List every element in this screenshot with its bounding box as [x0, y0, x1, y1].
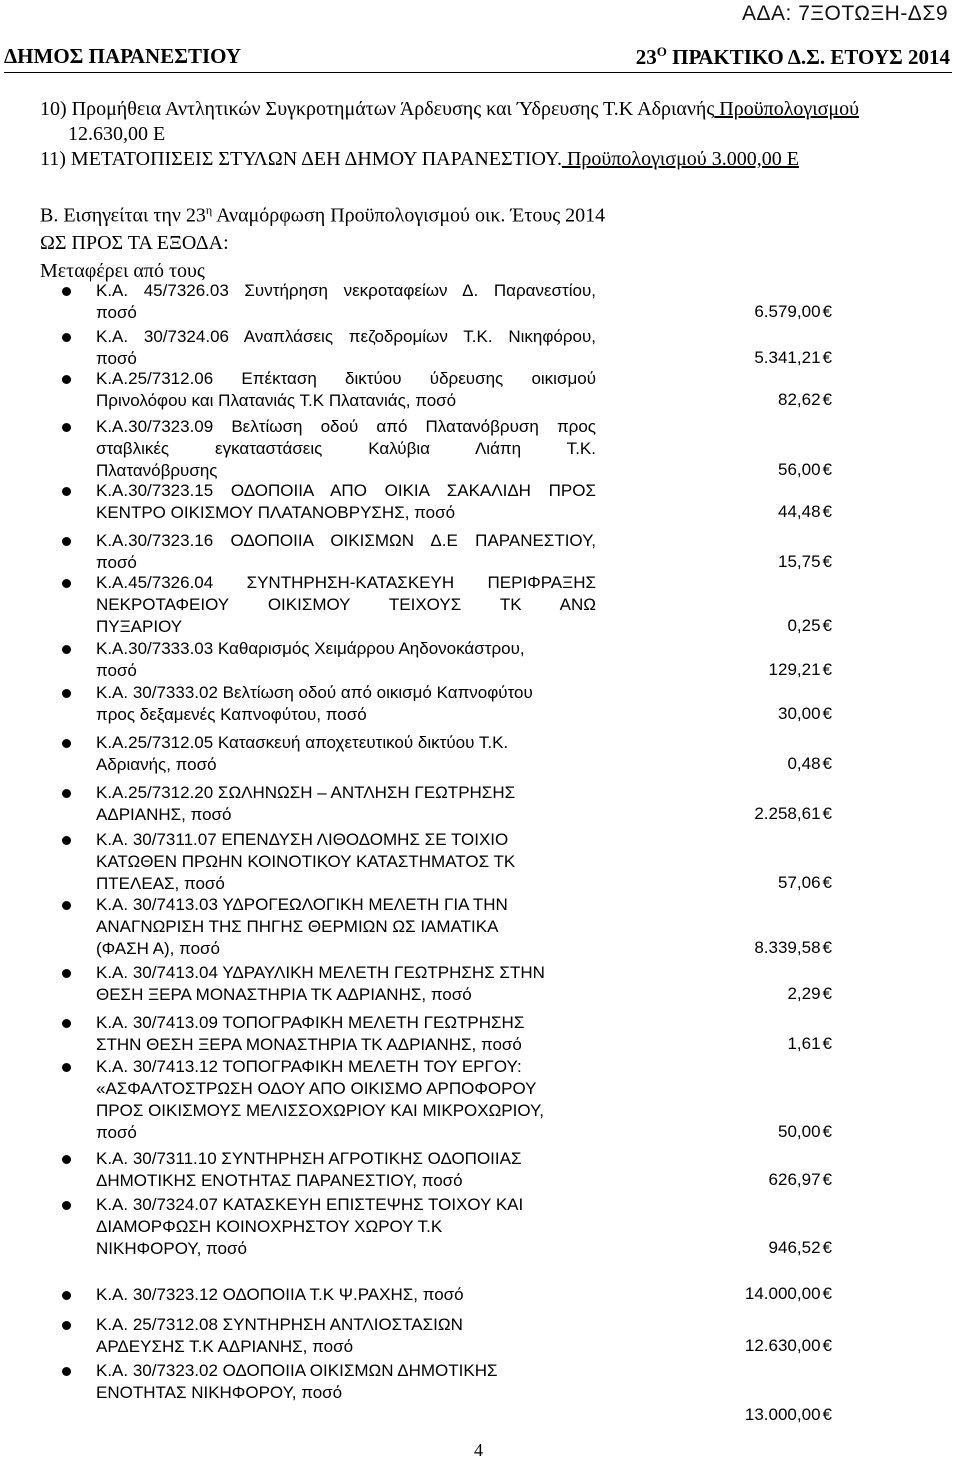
entry-text	[96, 326, 596, 370]
entry-amount	[754, 348, 832, 368]
entry-amount	[787, 616, 832, 636]
entry-line: Κ.Α. 45/7326.03 Συντήρηση νεκροταφείων Δ. Παρανεστίου,	[96, 281, 596, 300]
entry-line: Κ.Α.30/7333.03 Καθαρισμός Χειμάρρου Αηδονοκάστρου,	[96, 639, 525, 658]
euro-icon: €	[822, 1284, 832, 1303]
page-number: 4	[474, 1440, 483, 1460]
entry-amount	[787, 1034, 832, 1054]
entry-line: ΣΤΗΝ ΘΕΣΗ ΞΕΡΑ ΜΟΝΑΣΤΗΡΙΑ ΤΚ ΑΔΡΙΑΝΗΣ, ποσό	[96, 1035, 522, 1054]
entry-line: ΔΗΜΟΤΙΚΗΣ ΕΝΟΤΗΤΑΣ ΠΑΡΑΝΕΣΤΙΟΥ, ποσό	[96, 1171, 463, 1190]
entry-line: Κ.Α.25/7312.05 Κατασκευή αποχετευτικού δικτύου Τ.Κ.	[96, 733, 509, 752]
amount-value: 0,25	[787, 616, 821, 635]
bullet-icon	[62, 1019, 71, 1028]
entry-line: Κ.Α. 30/7323.12 ΟΔΟΠΟΙΙΑ Τ.Κ Ψ.ΡΑΧΗΣ, ποσό	[96, 1285, 464, 1304]
entry-text	[96, 368, 596, 412]
entry-amount	[745, 1405, 832, 1425]
entry-text	[96, 682, 616, 726]
entry-text	[96, 1056, 616, 1144]
euro-icon: €	[822, 502, 832, 521]
bullet-icon	[62, 901, 71, 910]
ada-code: ΑΔΑ: 7ΞΟΤΩΞΗ-ΔΣ9	[741, 2, 948, 25]
entry-line: ΝΕΚΡΟΤΑΦΕΙΟΥ ΟΙΚΙΣΜΟΥ ΤΕΙΧΟΥΣ ΤΚ ΑΝΩ	[96, 595, 596, 614]
amount-value: 6.579,00	[754, 302, 821, 321]
amount-value: 1,61	[787, 1034, 821, 1053]
entry-line: σταβλικές εγκαταστάσεις Καλύβια Λιάπη Τ.Κ.	[96, 439, 596, 458]
euro-icon: €	[822, 1238, 832, 1257]
euro-icon: €	[822, 804, 832, 823]
entry-line: προς δεξαμενές Καπνοφύτου, ποσό	[96, 705, 367, 724]
entry-text	[96, 1148, 616, 1192]
entry-line: Κ.Α. 30/7324.06 Αναπλάσεις πεζοδρομίων Τ.Κ. Νικηφόρου,	[96, 327, 596, 346]
amount-value: 0,48	[787, 754, 821, 773]
entry-line: Κ.Α.25/7312.20 ΣΩΛΗΝΩΣΗ – ΑΝΤΛΗΣΗ ΓΕΩΤΡΗΣΗΣ	[96, 783, 516, 802]
entry-line: Κ.Α.30/7323.09 Βελτίωση οδού από Πλατανόβρυση προς	[96, 417, 596, 436]
entry-amount	[778, 873, 832, 893]
amount-value: 5.341,21	[754, 348, 821, 367]
header-rule	[4, 72, 952, 73]
entry-amount	[745, 1284, 832, 1304]
entry-line: Κ.Α. 25/7312.08 ΣΥΝΤΗΡΗΣΗ ΑΝΤΛΙΟΣΤΑΣΙΩΝ	[96, 1315, 463, 1334]
entry-amount	[754, 804, 832, 824]
entry-line: ΠΤΕΛΕΑΣ, ποσό	[96, 874, 225, 893]
bullet-icon	[62, 1063, 71, 1072]
euro-icon: €	[822, 552, 832, 571]
bullet-icon	[62, 287, 71, 296]
entry-amount	[778, 704, 832, 724]
bullet-icon	[62, 537, 71, 546]
entry-line: ποσό	[96, 553, 137, 572]
entry-amount	[787, 984, 832, 1004]
section-b-line-2: ΩΣ ΠΡΟΣ ΤΑ ΕΞΟΔΑ:	[40, 232, 229, 254]
euro-icon: €	[822, 984, 832, 1003]
entry-amount	[754, 938, 832, 958]
amount-value: 13.000,00	[744, 1405, 821, 1424]
bullet-icon	[62, 739, 71, 748]
entry-line: Κ.Α.25/7312.06 Επέκταση δικτύου ύδρευσης οικισμού	[96, 369, 596, 388]
entry-line: ποσό	[96, 303, 137, 322]
entry-text	[96, 530, 596, 574]
section-b-line-3: Μεταφέρει από τους	[40, 260, 205, 282]
bullet-icon	[62, 1155, 71, 1164]
entry-text	[96, 1284, 616, 1306]
entry-text	[96, 638, 616, 682]
bullet-icon	[62, 423, 71, 432]
entry-text	[96, 962, 616, 1006]
bullet-icon	[62, 645, 71, 654]
entry-line: ΠΥΞΑΡΙΟΥ	[96, 617, 183, 636]
bullet-icon	[62, 789, 71, 798]
amount-value: 2.258,61	[754, 804, 821, 823]
amount-value: 626,97	[768, 1170, 821, 1189]
entry-line: ΚΕΝΤΡΟ ΟΙΚΙΣΜΟΥ ΠΛΑΤΑΝΟΒΡΥΣΗΣ, ποσό	[96, 503, 456, 522]
entry-line: ΚΑΤΩΘΕΝ ΠΡΩΗΝ ΚΟΙΝΟΤΙΚΟΥ ΚΑΤΑΣΤΗΜΑΤΟΣ ΤΚ	[96, 852, 516, 871]
bullet-icon	[62, 333, 71, 342]
header-municipality: ΔΗΜΟΣ ΠΑΡΑΝΕΣΤΙΟΥ	[4, 44, 242, 68]
amount-value: 12.630,00	[744, 1336, 821, 1355]
amount-value: 56,00	[777, 460, 821, 479]
euro-icon: €	[822, 1405, 832, 1424]
entry-amount	[769, 660, 832, 680]
section-b-line-1: Β. Εισηγείται την $23^\eta$ Αναμόρφωση Προϋπολογισμού οικ. Έτους 2014	[40, 203, 606, 227]
entry-line: ποσό	[96, 349, 137, 368]
entry-line: ΠΡΟΣ ΟΙΚΙΣΜΟΥΣ ΜΕΛΙΣΣΟΧΩΡΙΟΥ ΚΑΙ ΜΙΚΡΟΧΩΡΙΟΥ,	[96, 1101, 544, 1120]
entry-line: ΑΡΔΕΥΣΗΣ Τ.Κ ΑΔΡΙΑΝΗΣ, ποσό	[96, 1337, 354, 1356]
amount-value: 44,48	[777, 502, 821, 521]
entry-line: Πρινολόφου και Πλατανιάς Τ.Κ Πλατανιάς, ποσό	[96, 391, 457, 410]
entry-line: ποσό	[96, 1123, 137, 1142]
bullet-icon	[62, 689, 71, 698]
header-minutes-title: $23^O$ ΠΡΑΚΤΙΚΟ Δ.Σ. ΕΤΟΥΣ 2014	[635, 44, 950, 69]
amount-value: 14.000,00	[744, 1284, 821, 1303]
euro-icon: €	[822, 616, 832, 635]
entry-line: (ΦΑΣΗ Α), ποσό	[96, 939, 220, 958]
entry-line: Κ.Α. 30/7413.09 ΤΟΠΟΓΡΑΦΙΚΗ ΜΕΛΕΤΗ ΓΕΩΤΡΗΣΗΣ	[96, 1013, 525, 1032]
amount-value: 50,00	[777, 1122, 821, 1141]
entry-line: Κ.Α. 30/7413.12 ΤΟΠΟΓΡΑΦΙΚΗ ΜΕΛΕΤΗ ΤΟΥ ΕΡΓΟΥ:	[96, 1057, 522, 1076]
bullet-icon	[62, 1201, 71, 1210]
entry-text	[96, 732, 616, 776]
entry-amount	[745, 1336, 832, 1356]
euro-icon: €	[822, 348, 832, 367]
euro-icon: €	[822, 1122, 832, 1141]
entry-text	[96, 1194, 616, 1260]
entry-line: ΕΝΟΤΗΤΑΣ ΝΙΚΗΦΟΡΟΥ, ποσό	[96, 1383, 343, 1402]
entry-amount	[787, 754, 832, 774]
bullet-icon	[62, 836, 71, 845]
amount-value: 8.339,58	[754, 938, 821, 957]
entry-text	[96, 894, 616, 960]
amount-value: 82,62	[777, 390, 821, 409]
entry-line: ΔΙΑΜΟΡΦΩΣΗ ΚΟΙΝΟΧΡΗΣΤΟΥ ΧΩΡΟΥ Τ.Κ	[96, 1217, 443, 1236]
euro-icon: €	[822, 1170, 832, 1189]
entry-line: Κ.Α. 30/7413.03 ΥΔΡΟΓΕΩΛΟΓΙΚΗ ΜΕΛΕΤΗ ΓΙΑ ΤΗΝ	[96, 895, 508, 914]
euro-icon: €	[822, 938, 832, 957]
entry-line: Κ.Α.30/7323.16 ΟΔΟΠΟΙΙΑ ΟΙΚΙΣΜΩΝ Δ.Ε ΠΑΡΑΝΕΣΤΙΟΥ,	[96, 531, 596, 550]
entry-line: Κ.Α.30/7323.15 ΟΔΟΠΟΙΙΑ ΑΠΟ ΟΙΚΙΑ ΣΑΚΑΛΙΔΗ ΠΡΟΣ	[96, 481, 596, 500]
entry-text	[96, 416, 596, 482]
euro-icon: €	[822, 754, 832, 773]
euro-icon: €	[822, 390, 832, 409]
entry-line: Κ.Α. 30/7311.10 ΣΥΝΤΗΡΗΣΗ ΑΓΡΟΤΙΚΗΣ ΟΔΟΠΟΙΙΑΣ	[96, 1149, 522, 1168]
euro-icon: €	[822, 460, 832, 479]
entry-line: ΘΕΣΗ ΞΕΡΑ ΜΟΝΑΣΤΗΡΙΑ ΤΚ ΑΔΡΙΑΝΗΣ, ποσό	[96, 985, 472, 1004]
entry-line: ΑΔΡΙΑΝΗΣ, ποσό	[96, 805, 232, 824]
entry-line: Κ.Α. 30/7413.04 ΥΔΡΑΥΛΙΚΗ ΜΕΛΕΤΗ ΓΕΩΤΡΗΣΗΣ ΣΤΗΝ	[96, 963, 545, 982]
entry-line: Αδριανής, ποσό	[96, 755, 217, 774]
bullet-icon	[62, 487, 71, 496]
amount-value: 15,75	[777, 552, 821, 571]
euro-icon: €	[822, 1336, 832, 1355]
amount-value: 57,06	[777, 873, 821, 892]
euro-icon: €	[822, 660, 832, 679]
entry-text	[96, 782, 616, 826]
entry-line: Κ.Α. 30/7333.02 Βελτίωση οδού από οικισμό Καπνοφύτου	[96, 683, 533, 702]
item-10-line-2: 12.630,00 Ε	[68, 123, 166, 145]
entry-line: Κ.Α. 30/7323.02 ΟΔΟΠΟΙΙΑ ΟΙΚΙΣΜΩΝ ΔΗΜΟΤΙΚΗΣ	[96, 1361, 498, 1380]
entry-text	[96, 1314, 616, 1358]
euro-icon: €	[822, 1034, 832, 1053]
entry-text	[96, 1360, 616, 1404]
entry-line: ποσό	[96, 661, 137, 680]
bullet-icon	[62, 375, 71, 384]
entry-text	[96, 280, 596, 324]
entry-amount	[769, 1170, 832, 1190]
euro-icon: €	[822, 873, 832, 892]
euro-icon: €	[822, 704, 832, 723]
entry-amount	[778, 502, 832, 522]
entry-amount	[754, 302, 832, 322]
entry-amount	[778, 552, 832, 572]
entry-text	[96, 572, 596, 638]
euro-icon: €	[822, 302, 832, 321]
entry-line: ΑΝΑΓΝΩΡΙΣΗ ΤΗΣ ΠΗΓΗΣ ΘΕΡΜΙΩΝ ΩΣ ΙΑΜΑΤΙΚΑ	[96, 917, 499, 936]
entry-amount	[778, 460, 832, 480]
bullet-icon	[62, 1291, 71, 1300]
entry-line: Πλατανόβρυσης	[96, 461, 218, 480]
amount-value: 30,00	[777, 704, 821, 723]
bullet-icon	[62, 1367, 71, 1376]
entry-line: «ΑΣΦΑΛΤΟΣΤΡΩΣΗ ΟΔΟΥ ΑΠΟ ΟΙΚΙΣΜΟ ΑΡΠΟΦΟΡΟΥ	[96, 1079, 537, 1098]
amount-value: 129,21	[768, 660, 821, 679]
amount-value: 2,29	[787, 984, 821, 1003]
entry-amount	[769, 1238, 832, 1258]
item-10-line-1: 10) Προμήθεια Αντλητικών Συγκροτημάτων Άρδευσης και Ύδρευσης Τ.Κ Αδριανής Προϋπολογισμού	[40, 98, 860, 120]
entry-line: Κ.Α. 30/7311.07 ΕΠΕΝΔΥΣΗ ΛΙΘΟΔΟΜΗΣ ΣΕ ΤΟΙΧΙΟ	[96, 830, 509, 849]
entry-text	[96, 829, 616, 895]
entry-text	[96, 480, 596, 524]
item-11: 11) ΜΕΤΑΤΟΠΙΣΕΙΣ ΣΤΥΛΩΝ ΔΕΗ ΔΗΜΟΥ ΠΑΡΑΝΕΣΤΙΟΥ. Προϋπολογισμού 3.000,00 Ε	[40, 148, 799, 170]
amount-value: 946,52	[768, 1238, 821, 1257]
bullet-icon	[62, 1321, 71, 1330]
bullet-icon	[62, 579, 71, 588]
entry-line: ΝΙΚΗΦΟΡΟΥ, ποσό	[96, 1239, 247, 1258]
entry-text	[96, 1012, 616, 1056]
entry-amount	[778, 390, 832, 410]
entry-amount	[778, 1122, 832, 1142]
entry-line: Κ.Α. 30/7324.07 ΚΑΤΑΣΚΕΥΗ ΕΠΙΣΤΕΨΗΣ ΤΟΙΧΟΥ ΚΑΙ	[96, 1195, 524, 1214]
entry-line: Κ.Α.45/7326.04 ΣΥΝΤΗΡΗΣΗ-ΚΑΤΑΣΚΕΥΗ ΠΕΡΙΦΡΑΞΗΣ	[96, 573, 596, 592]
bullet-icon	[62, 969, 71, 978]
